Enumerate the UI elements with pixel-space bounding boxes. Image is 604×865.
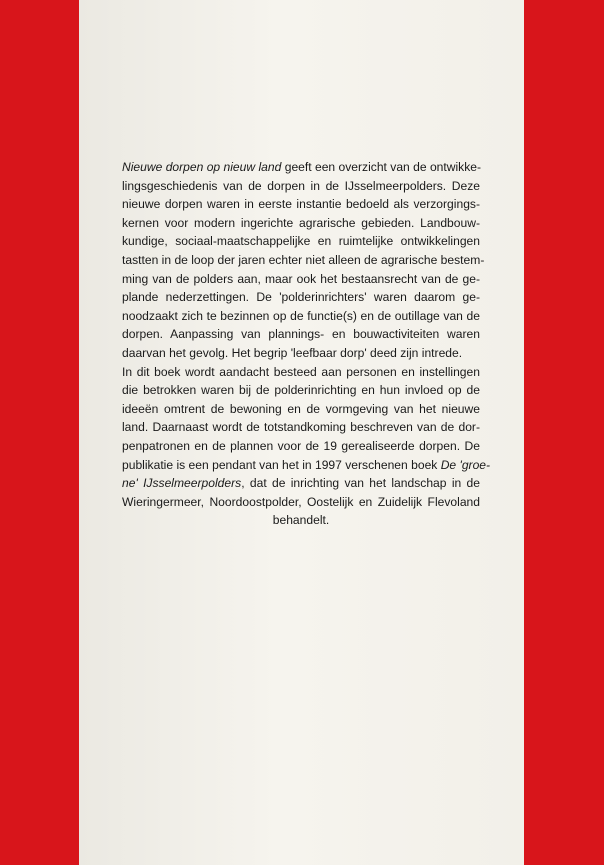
blurb-line: daarvan het gevolg. Het begrip 'leefbaar dorp' deed zijn intrede. xyxy=(122,345,463,360)
blurb-line: behandelt. xyxy=(272,513,330,528)
blurb-line: lingsgeschiedenis van de dorpen in de IJsselmeerpolders. Deze xyxy=(122,178,480,193)
blurb-line: kundige, sociaal-maatschappelijke en ruimtelijke ontwikkelingen xyxy=(122,234,480,249)
blurb-line: kernen voor modern ingerichte agrarische gebieden. Landbouw- xyxy=(122,215,480,230)
blurb-line: publikatie is een pendant van het in 1997 verschenen boek De 'groe- xyxy=(122,457,491,472)
blurb-line: die betrokken waren bij de polderinrichting en hun invloed op de xyxy=(122,383,480,398)
red-border-right xyxy=(524,0,604,865)
blurb-line: plande nederzettingen. De 'polderinrichters' waren daarom ge- xyxy=(122,290,480,305)
blurb-line: tastten in de loop der jaren echter niet alleen de agrarische bestem- xyxy=(122,252,485,267)
blurb-line: Nieuwe dorpen op nieuw land geeft een overzicht van de ontwikke- xyxy=(122,160,482,174)
blurb-line: Wieringermeer, Noordoostpolder, Oostelijk en Zuidelijk Flevoland xyxy=(122,494,480,509)
blurb-line: nieuwe dorpen waren in eerste instantie bedoeld als verzorgings- xyxy=(122,197,480,212)
blurb-line: dorpen. Aanpassing van plannings- en bouwactiviteiten waren xyxy=(122,327,480,342)
blurb-line: ming van de polders aan, maar ook het bestaansrecht van de ge- xyxy=(122,271,480,286)
blurb-line: penpatronen en de plannen voor de 19 gerealiseerde dorpen. De xyxy=(122,438,480,453)
blurb-line: noodzaakt zich te bezinnen op de functie(s) en de outillage van de xyxy=(122,308,480,323)
blurb-line: ideeën omtrent de bewoning en de vormgeving van het nieuwe xyxy=(122,401,480,416)
blurb-line: ne' IJsselmeerpolders, dat de inrichting van het landschap in de xyxy=(122,476,480,491)
blurb-line: In dit boek wordt aandacht besteed aan personen en instellingen xyxy=(122,364,480,379)
blurb-line: land. Daarnaast wordt de totstandkoming beschreven van de dor- xyxy=(122,420,480,435)
back-cover-blurb xyxy=(122,158,491,530)
red-border-left xyxy=(0,0,79,865)
